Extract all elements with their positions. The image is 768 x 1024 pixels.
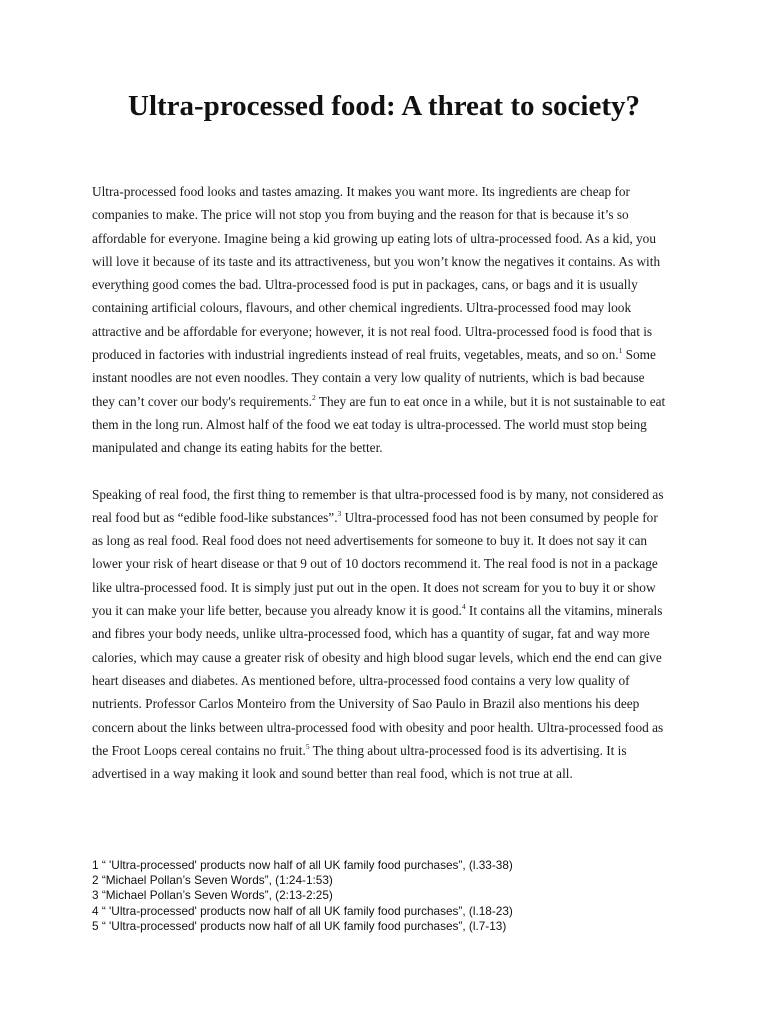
footnote-ref-4[interactable]: 4 [461,602,466,612]
footnote-ref-5[interactable]: 5 [305,741,310,751]
footnote-2: 2 “Michael Pollan’s Seven Words”, (1:24-1:53) [92,873,333,888]
paragraph-1-text-c: They are fun to eat once in a while, but it is not sustainable to eat them in the long run. Almost half of the food we eat today is ultra-processed. The world must stop being manipulated and change its eating habits for the better. [92,393,666,456]
paragraph-2 [92,483,670,786]
footnotes [92,858,670,934]
paragraph-1-text-a: Ultra-processed food looks and tastes amazing. It makes you want more. Its ingredients are cheap for companies to make. The price will not stop you from buying and the reason for that is because it’s so affordable for everyone. Imagine being a kid growing up eating lots of ultra-processed food. As a kid, you will love it because of its taste and its attractiveness, but you won’t know the negatives it contains. As with everything good comes the bad. Ultra-processed food is put in packages, cans, or bags and it is usually containing artificial colours, flavours, and other chemical ingredients. Ultra-processed food may look attractive and be affordable for everyone; however, it is not real food. Ultra-processed food is food that is produced in factories with industrial ingredients instead of real fruits, vegetables, meats, and so on. [92,184,661,363]
footnote-3: 3 “Michael Pollan’s Seven Words”, (2:13-2:25) [92,888,333,903]
paragraph-2-text-a: Speaking of real food, the first thing to remember is that ultra-processed food is by many, not considered as real food but as “edible food-like substances”. [92,486,664,525]
footnote-5: 5 “ 'Ultra-processed' products now half of all UK family food purchases”, (l.7-13) [92,918,507,933]
paragraph-2-text-b: Ultra-processed food has not been consumed by people for as long as real food. Real food does not need advertisements for someone to buy it. It does not say it can lower your risk of heart disease or that 9 out of 10 doctors recommend it. The real food is not in a package like ultra-processed food. It is simply just put out in the open. It does not scream for you to buy it or show you it can make your life better, because you already know it is good. [92,509,658,619]
footnote-ref-1[interactable]: 1 [618,346,623,356]
document-title: Ultra-processed food: A threat to society? [128,90,640,122]
paragraph-2-text-c: It contains all the vitamins, minerals and fibres your body needs, unlike ultra-processed food, which has a quantity of sugar, fat and way more calories, which may cause a greater risk of obesity and high blood sugar levels, which end the end can give heart diseases and diabetes. As mentioned before, ultra-processed food contains a very low quality of nutrients. Professor Carlos Monteiro from the University of Sao Paulo in Brazil also mentions his deep concern about the links between ultra-processed food with obesity and poor health. Ultra-processed food as the Froot Loops cereal contains no fruit. [92,603,664,758]
document-body [92,180,670,785]
footnote-4: 4 “ 'Ultra-processed' products now half of all UK family food purchases”, (l.18-23) [92,903,513,918]
paragraph-2-text-d: The thing about ultra-processed food is its advertising. It is advertised in a way making it look and sound better than real food, which is not true at all. [92,742,627,782]
footnote-ref-3[interactable]: 3 [337,508,342,518]
paragraph-1 [92,180,670,460]
footnote-1: 1 “ 'Ultra-processed' products now half of all UK family food purchases”, (l.33-38) [92,858,513,872]
footnote-ref-2[interactable]: 2 [312,392,316,402]
paragraph-1-text-b: Some instant noodles are not even noodles. They contain a very low quality of nutrients, which is bad because they can’t cover our body's requirements. [92,347,656,409]
